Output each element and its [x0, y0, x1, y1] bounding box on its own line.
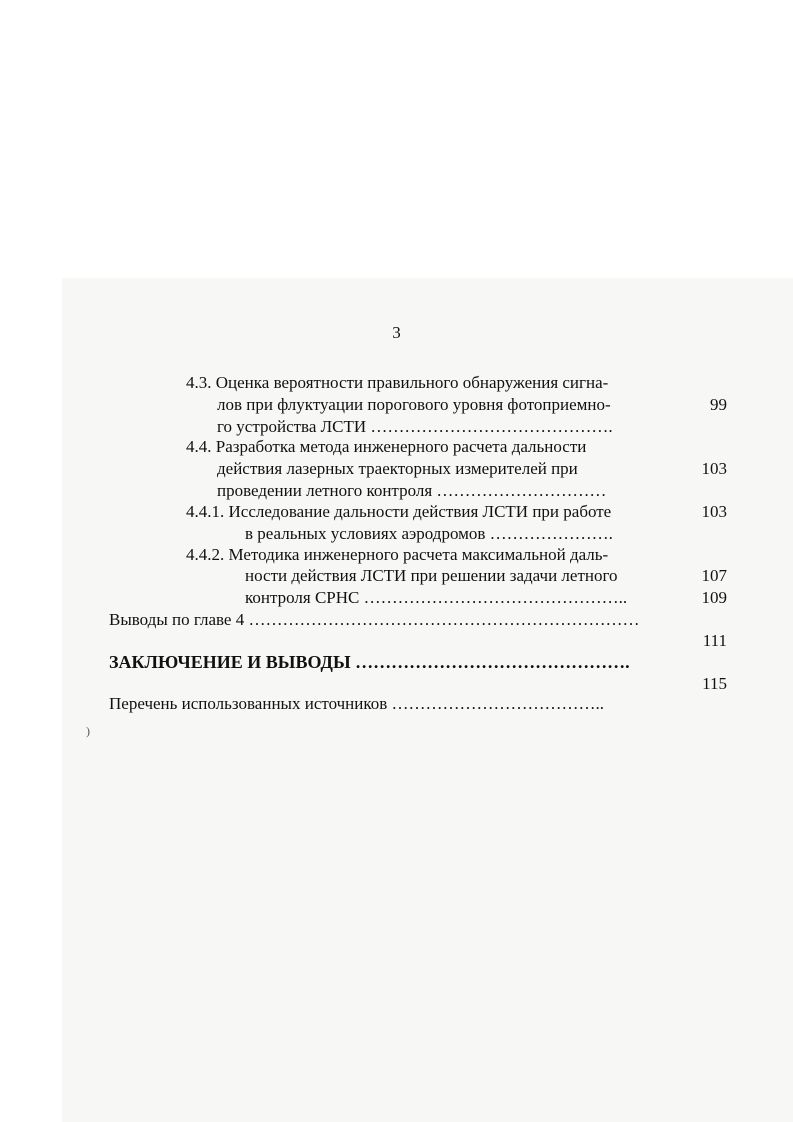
toc-entry-4-4-2-line-1: 4.4.2. Методика инженерного расчета максимальной даль- — [186, 545, 609, 564]
toc-entry-4-4-2-line-2: ности действия ЛСТИ при решении задачи летного — [245, 566, 618, 585]
toc-entry-4-4-1-line-2: в реальных условиях аэродромов …………………. — [245, 524, 613, 543]
toc-entry-4-4-2-page-2: 109 — [701, 588, 727, 607]
toc-entry-4-3-line-2: лов при флуктуации порогового уровня фотоприемно- — [217, 395, 611, 414]
toc-entry-4-4-2-page: 107 — [701, 566, 727, 585]
toc-entry-4-4-line-2: действия лазерных траекторных измерителей при — [217, 459, 578, 478]
toc-entry-4-3-line-3: го устройства ЛСТИ ……………………………………. — [217, 417, 613, 436]
toc-entry-conclusions-4: Выводы по главе 4 …………………………………………………………… — [109, 610, 640, 629]
toc-entry-4-4-2-line-3: контроля СРНС ……………………………………….. — [245, 588, 628, 607]
toc-entry-4-3-page: 99 — [710, 395, 727, 414]
toc-entry-4-4-1-page: 103 — [701, 502, 727, 521]
toc-entry-4-4-page: 103 — [701, 459, 727, 478]
toc-entry-4-4-1-line-1: 4.4.1. Исследование дальности действия ЛСТИ при работе — [186, 502, 612, 521]
toc-entry-final-conclusion-page: 115 — [702, 674, 727, 693]
toc-entry-4-3-line-1: 4.3. Оценка вероятности правильного обнаружения сигна- — [186, 373, 609, 392]
page-number: 3 — [392, 323, 401, 342]
toc-entry-conclusions-4-page: 111 — [702, 631, 727, 650]
margin-mark: ) — [86, 724, 90, 738]
toc-entry-final-conclusion: ЗАКЛЮЧЕНИЕ И ВЫВОДЫ ………………………………………. — [109, 652, 630, 672]
toc-entry-4-4-line-1: 4.4. Разработка метода инженерного расчета дальности — [186, 437, 587, 456]
toc-entry-4-4-line-3: проведении летного контроля ………………………… — [217, 481, 607, 500]
toc-entry-sources: Перечень использованных источников ……………………………….. — [109, 694, 605, 713]
